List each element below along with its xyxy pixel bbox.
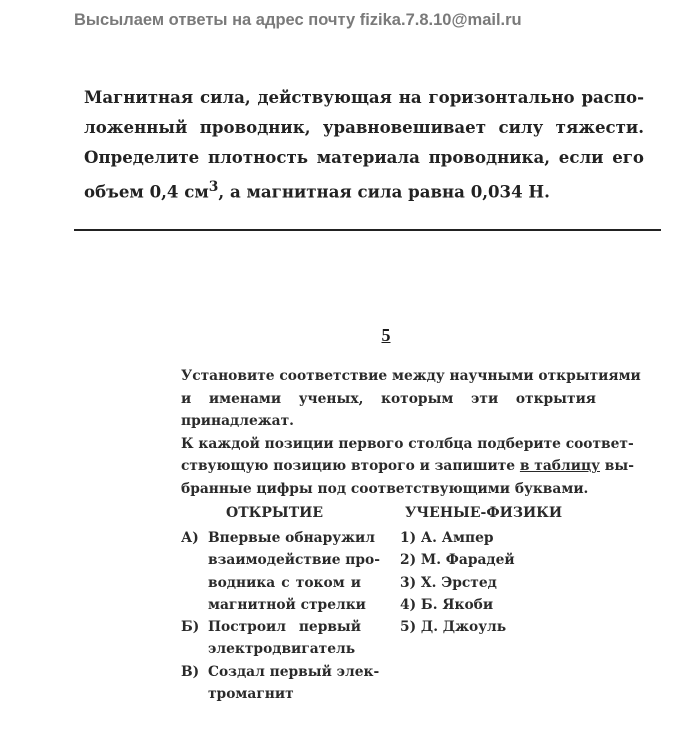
column-header-scientists: УЧЕНЫЕ-ФИЗИКИ — [405, 505, 563, 521]
header-email-notice: Высылаем ответы на адрес почту fizika.7.8.10@mail.ru — [74, 11, 522, 29]
problem-line: Магнитная сила, действующая на горизонтально распо- — [84, 87, 644, 107]
discovery-letter: В) — [181, 663, 200, 680]
problem-volume-text: объем 0,4 см — [84, 181, 209, 202]
discovery-line: Построил первый — [208, 619, 361, 636]
instruction-line — [181, 455, 634, 478]
intro-line: и именами ученых, которым эти открытия — [181, 390, 596, 407]
intro-line: принадлежат. — [181, 413, 294, 429]
scientist-item: 4) Б. Якоби — [400, 596, 494, 613]
scientist-item: 2) М. Фарадей — [400, 552, 515, 569]
scientist-item: 3) Х. Эрстед — [400, 574, 497, 591]
discovery-item-a — [181, 527, 380, 616]
discovery-line: магнитной стрелки — [208, 596, 366, 613]
intro-line: Установите соответствие между научными открытиями — [181, 368, 641, 384]
instruction-line: бранные цифры под соответствующими буквами. — [181, 480, 589, 497]
problem-volume-exponent: 3 — [208, 179, 219, 195]
discovery-item-b — [181, 616, 361, 661]
instruction-text: вы- — [599, 458, 634, 474]
discovery-letter: А) — [181, 530, 199, 546]
table-link[interactable]: в таблицу — [519, 458, 600, 474]
discovery-line: взаимодействие про- — [208, 552, 380, 569]
section-divider — [74, 229, 661, 231]
discoveries-list — [181, 527, 380, 705]
discovery-item-v — [181, 661, 380, 706]
scientists-list — [400, 527, 515, 638]
instruction-text: ствующую позицию второго и запишите — [181, 458, 520, 474]
discovery-line: электродвигатель — [208, 641, 356, 658]
discovery-line: водника с током и — [208, 574, 361, 591]
scientist-item: 5) Д. Джоуль — [400, 619, 507, 636]
task-instructions — [181, 365, 641, 500]
task-number: 5 — [381, 325, 391, 345]
discovery-letter: Б) — [181, 619, 200, 636]
problem-text-magnetic-force — [84, 82, 644, 207]
discovery-line: тромагнит — [208, 686, 294, 703]
problem-line-last — [84, 172, 644, 207]
discovery-line: Создал первый элек- — [208, 663, 380, 680]
column-header-discovery: ОТКРЫТИЕ — [226, 505, 324, 521]
instruction-line: К каждой позиции первого столбца подберите соответ- — [181, 435, 634, 452]
discovery-line: Впервые обнаружил — [208, 530, 375, 546]
scientist-item: 1) А. Ампер — [400, 530, 494, 546]
problem-line: Определите плотность материала проводника, если его — [84, 147, 644, 167]
problem-line: ложенный проводник, уравновешивает силу тяжести. — [84, 117, 644, 137]
problem-force-text: , а магнитная сила равна 0,034 Н. — [218, 181, 550, 202]
